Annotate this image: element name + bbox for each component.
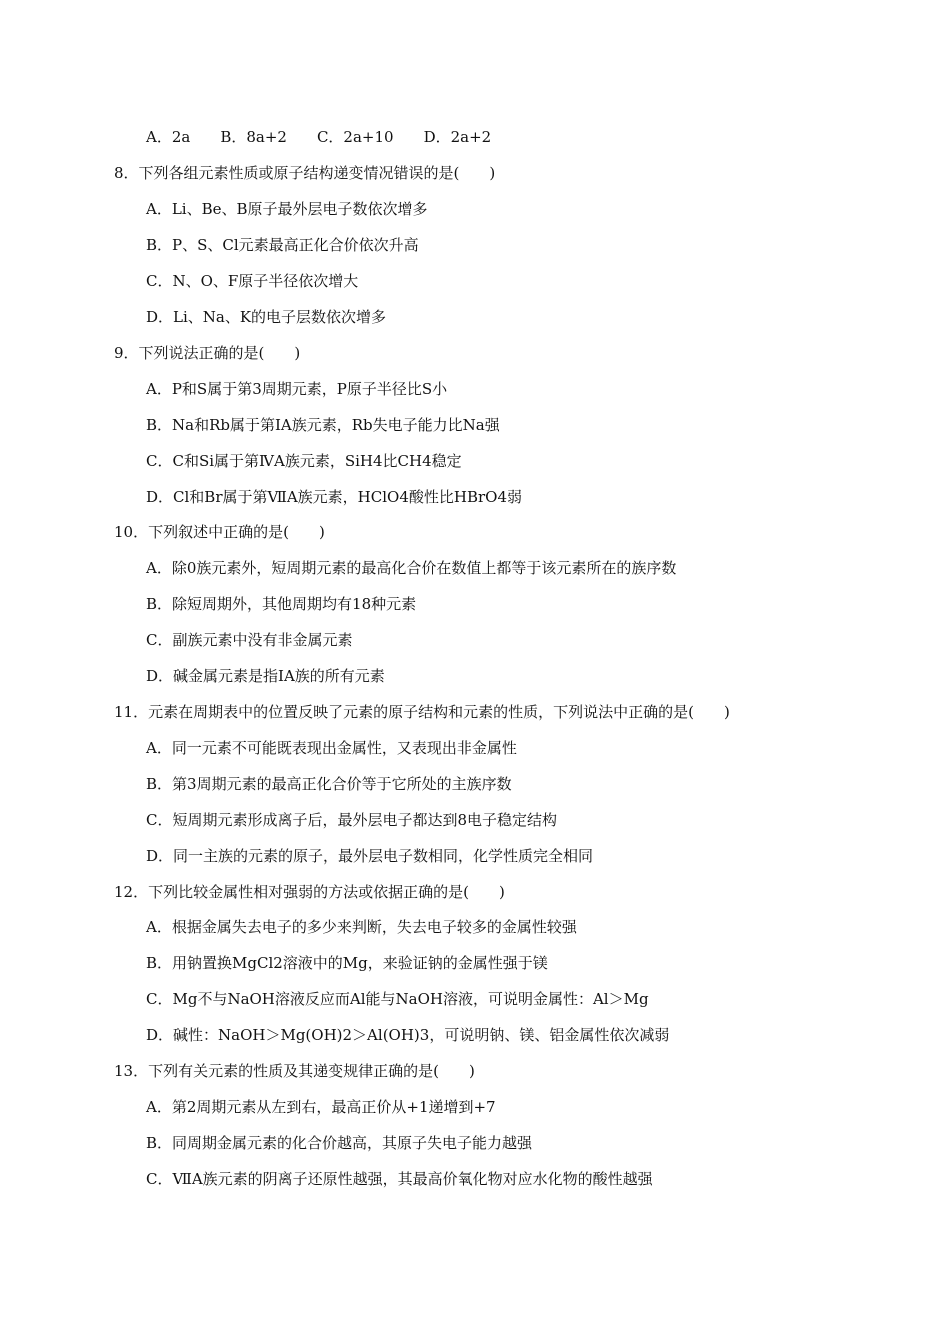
q13-option-b: B．同周期金属元素的化合价越高，其原子失电子能力越强 [146, 1134, 533, 1152]
q12-stem: 12．下列比较金属性相对强弱的方法或依据正确的是( ) [114, 883, 505, 901]
q7-option-b: B．8a+2 [220, 128, 287, 146]
q10-option-d: D．碱金属元素是指ⅠA族的所有元素 [146, 667, 385, 685]
q8-stem: 8．下列各组元素性质或原子结构递变情况错误的是( ) [114, 164, 496, 182]
q12-option-c: C．Mg不与NaOH溶液反应而Al能与NaOH溶液，可说明金属性：Al＞Mg [146, 990, 649, 1008]
q13-option-c: C．ⅦA族元素的阴离子还原性越强，其最高价氧化物对应水化物的酸性越强 [146, 1170, 653, 1188]
q8-option-b: B．P、S、Cl元素最高正化合价依次升高 [146, 236, 419, 254]
q12-option-b: B．用钠置换MgCl2溶液中的Mg，来验证钠的金属性强于镁 [146, 954, 548, 972]
q11-option-b: B．第3周期元素的最高正化合价等于它所处的主族序数 [146, 775, 512, 793]
q7-options-row [146, 127, 491, 147]
q10-option-a: A．除0族元素外，短周期元素的最高化合价在数值上都等于该元素所在的族序数 [146, 559, 677, 577]
q12-option-a: A．根据金属失去电子的多少来判断，失去电子较多的金属性较强 [146, 918, 577, 936]
q9-option-c: C．C和Si属于第ⅣA族元素，SiH4比CH4稳定 [146, 452, 462, 470]
q11-option-d: D．同一主族的元素的原子，最外层电子数相同，化学性质完全相同 [146, 847, 594, 865]
q11-stem: 11．元素在周期表中的位置反映了元素的原子结构和元素的性质，下列说法中正确的是( ) [114, 703, 730, 721]
q10-stem: 10．下列叙述中正确的是( ) [114, 523, 325, 541]
q8-option-d: D．Li、Na、K的电子层数依次增多 [146, 308, 387, 326]
q9-option-d: D．Cl和Br属于第ⅦA族元素，HClO4酸性比HBrO4弱 [146, 488, 522, 506]
q12-option-d: D．碱性：NaOH＞Mg(OH)2＞Al(OH)3，可说明钠、镁、铝金属性依次减弱 [146, 1026, 670, 1044]
q13-stem: 13．下列有关元素的性质及其递变规律正确的是( ) [114, 1062, 475, 1080]
q10-option-c: C．副族元素中没有非金属元素 [146, 631, 353, 649]
q7-option-c: C．2a+10 [316, 128, 394, 146]
q11-option-c: C．短周期元素形成离子后，最外层电子都达到8电子稳定结构 [146, 811, 558, 829]
q9-stem: 9．下列说法正确的是( ) [114, 344, 301, 362]
q9-option-b: B．Na和Rb属于第ⅠA族元素，Rb失电子能力比Na强 [146, 416, 500, 434]
q8-option-a: A．Li、Be、B原子最外层电子数依次增多 [146, 200, 428, 218]
q10-option-b: B．除短周期外，其他周期均有18种元素 [146, 595, 417, 613]
q7-option-a: A．2a [146, 128, 191, 146]
q9-option-a: A．P和S属于第3周期元素，P原子半径比S小 [146, 380, 448, 398]
q13-option-a: A．第2周期元素从左到右，最高正价从+1递增到+7 [146, 1098, 496, 1116]
q8-option-c: C．N、O、F原子半径依次增大 [146, 272, 359, 290]
q7-option-d: D．2a+2 [423, 128, 492, 146]
q11-option-a: A．同一元素不可能既表现出金属性，又表现出非金属性 [146, 739, 517, 757]
